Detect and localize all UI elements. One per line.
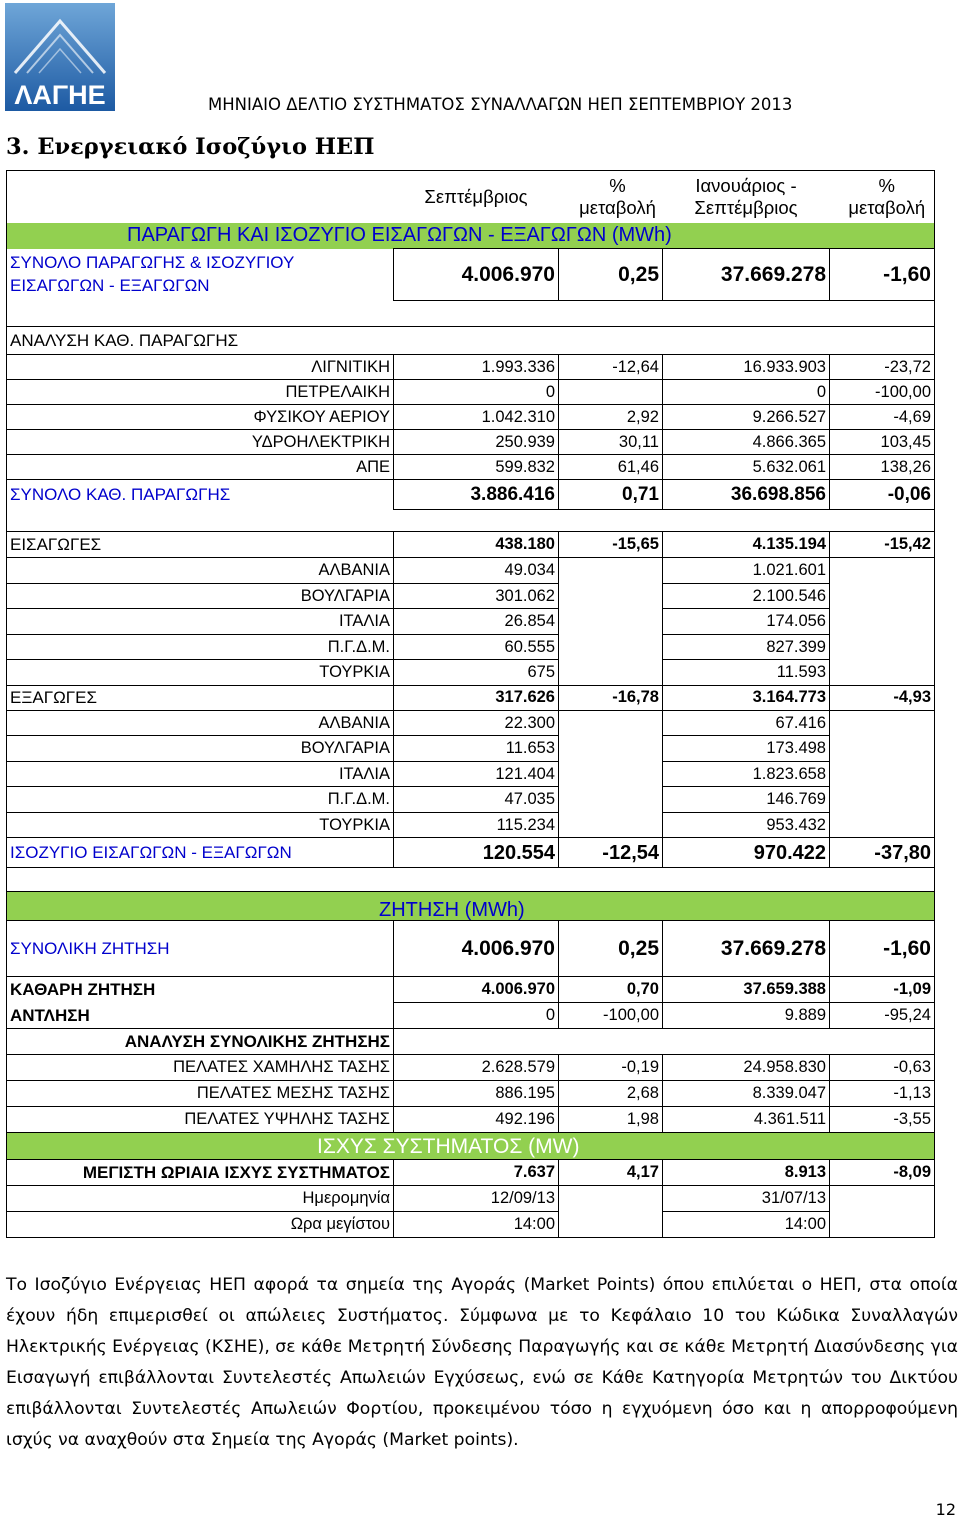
production-row-label: ΛΙΓΝΙΤΙΚΗ <box>7 355 394 380</box>
cell-value: 26.854 <box>394 609 559 635</box>
imports-label: ΕΙΣΑΓΩΓΕΣ <box>7 532 394 558</box>
cell-value: 14:00 <box>394 1212 559 1238</box>
cell-value: 30,11 <box>559 430 663 455</box>
cell-value: 0 <box>394 380 559 405</box>
exports-row <box>7 685 935 710</box>
cell-value: 37.669.278 <box>663 249 830 301</box>
band-power <box>7 1133 935 1160</box>
band-power-title: ΙΣΧΥΣ ΣΥΣΤΗΜΑΤΟΣ (MW) <box>7 1133 935 1160</box>
cell-value: -0,19 <box>559 1055 663 1081</box>
total-demand-row <box>7 921 935 977</box>
cell-value: 2,68 <box>559 1081 663 1107</box>
cell-value: -0,63 <box>830 1055 935 1081</box>
cell-value <box>830 710 935 736</box>
cell-value: 2.628.579 <box>394 1055 559 1081</box>
cell-value: 121.404 <box>394 761 559 787</box>
explanatory-paragraph: Το Ισοζύγιο Ενέργειας ΗΕΠ αφορά τα σημεία της Αγοράς (Market Points) όπου επιλύεται ο ΗΕΠ, στα οποία έχουν ήδη επιμερισθεί οι απώλειες Συστήματος. Σύμφωνα με το Κεφάλαιο 10 του Κώδικα Συναλλαγών Ηλεκτρικής Ενέργειας (ΚΣΗΕ), σε κάθε Μετρητή Σύνδεσης Παραγωγής και σε κάθε Μετρητή Διασύνδεσης για Εισαγωγή επιβάλλονται Συντελεστές Απωλειών Εγχύσεως, ενώ σε Κάθε Κατηγορία Μετρητών του Δικτύου επιβάλλονται Συντελεστές Απωλειών Φορτίου, προκειμένου τόσο η εγχυόμενη όσο και η απορροφούμενη ισχύς να αναχθούν στα Σημεία της Αγοράς (Market points). <box>6 1275 958 1450</box>
cell-value: 12/09/13 <box>394 1186 559 1212</box>
cell-value: 953.432 <box>663 812 830 838</box>
lagie-logo <box>5 3 115 111</box>
cell-value <box>830 812 935 838</box>
cell-value <box>830 736 935 762</box>
cell-value: 4,17 <box>559 1160 663 1186</box>
cell-value: -95,24 <box>830 1003 935 1029</box>
cell-value: -37,80 <box>830 838 935 868</box>
total-production-label-2: ΕΙΣΑΓΩΓΩΝ - ΕΞΑΓΩΓΩΝ <box>10 275 210 295</box>
import-row <box>7 634 935 660</box>
cell-value: 60.555 <box>394 634 559 660</box>
cell-value: 115.234 <box>394 812 559 838</box>
cell-value: 4.006.970 <box>394 249 559 301</box>
cell-value: 0 <box>663 380 830 405</box>
net-demand-label: ΚΑΘΑΡΗ ΖΗΤΗΣΗ <box>7 977 394 1003</box>
cell-value: 1.021.601 <box>663 558 830 584</box>
cell-value <box>559 812 663 838</box>
total-demand-label: ΣΥΝΟΛΙΚΗ ΖΗΤΗΣΗ <box>7 921 394 977</box>
cell-value: 886.195 <box>394 1081 559 1107</box>
cell-value: 11.593 <box>663 660 830 686</box>
production-row-label: ΥΔΡΟΗΛΕΚΤΡΙΚΗ <box>7 430 394 455</box>
cell-value: 120.554 <box>394 838 559 868</box>
cell-value: -100,00 <box>830 380 935 405</box>
cell-value: 492.196 <box>394 1107 559 1133</box>
net-demand-row <box>7 977 935 1003</box>
production-row <box>7 455 935 480</box>
cell-value: -4,93 <box>830 685 935 710</box>
band-demand-title: ΖΗΤΗΣΗ (MWh) <box>7 892 935 921</box>
demand-row-label: ΠΕΛΑΤΕΣ ΥΨΗΛΗΣ ΤΑΣΗΣ <box>7 1107 394 1133</box>
band-production-title: ΠΑΡΑΓΩΓΗ ΚΑΙ ΙΣΟΖΥΓΙΟ ΕΙΣΑΓΩΓΩΝ - ΕΞΑΓΩΓΩΝ (MWh) <box>7 223 935 249</box>
demand-row-label: ΠΕΛΑΤΕΣ ΜΕΣΗΣ ΤΑΣΗΣ <box>7 1081 394 1107</box>
cell-value: 4.006.970 <box>394 921 559 977</box>
cell-value: -15,65 <box>559 532 663 558</box>
cell-value: -1,13 <box>830 1081 935 1107</box>
cell-value <box>559 710 663 736</box>
spacer-row <box>7 868 935 892</box>
header-month: Σεπτέμβριος <box>394 171 559 223</box>
cell-value: 24.958.830 <box>663 1055 830 1081</box>
cell-value: 0,71 <box>559 480 663 510</box>
cell-value: 0 <box>394 1003 559 1029</box>
header-pct2: % μεταβολή <box>830 171 935 223</box>
spacer-row <box>7 301 935 327</box>
production-row <box>7 430 935 455</box>
peak-hour-row <box>7 1212 935 1238</box>
demand-rows <box>7 1055 935 1133</box>
header-row <box>7 171 935 223</box>
net-production-total-row <box>7 480 935 510</box>
cell-value: 14:00 <box>663 1212 830 1238</box>
demand-analysis-row <box>7 1029 935 1055</box>
energy-balance-table <box>6 170 935 1238</box>
cell-value: -1,60 <box>830 921 935 977</box>
cell-value <box>559 609 663 635</box>
production-row <box>7 405 935 430</box>
export-rows <box>7 710 935 838</box>
import-row <box>7 558 935 584</box>
cell-value: 37.659.388 <box>663 977 830 1003</box>
balance-label: ΙΣΟΖΥΓΙΟ ΕΙΣΑΓΩΓΩΝ - ΕΞΑΓΩΓΩΝ <box>7 838 394 868</box>
peak-hour-label: Ωρα μεγίστου <box>7 1212 394 1238</box>
export-row <box>7 710 935 736</box>
export-row <box>7 812 935 838</box>
cell-value <box>559 558 663 584</box>
cell-value: -15,42 <box>830 532 935 558</box>
export-row <box>7 736 935 762</box>
cell-value <box>559 380 663 405</box>
cell-value <box>559 583 663 609</box>
export-row-label: ΙΤΑΛΙΑ <box>7 761 394 787</box>
production-row <box>7 355 935 380</box>
cell-value: 146.769 <box>663 787 830 813</box>
cell-value: 1.993.336 <box>394 355 559 380</box>
demand-row <box>7 1055 935 1081</box>
cell-value: 49.034 <box>394 558 559 584</box>
cell-value: 138,26 <box>830 455 935 480</box>
cell-value <box>559 736 663 762</box>
cell-value: 11.653 <box>394 736 559 762</box>
import-row-label: ΑΛΒΑΝΙΑ <box>7 558 394 584</box>
import-row-label: Π.Γ.Δ.Μ. <box>7 634 394 660</box>
peak-date-row <box>7 1186 935 1212</box>
cell-value: 1.042.310 <box>394 405 559 430</box>
spacer-row <box>7 510 935 532</box>
cell-value: 67.416 <box>663 710 830 736</box>
cell-value: 103,45 <box>830 430 935 455</box>
cell-value: -100,00 <box>559 1003 663 1029</box>
cell-value: 317.626 <box>394 685 559 710</box>
export-row-label: ΑΛΒΑΝΙΑ <box>7 710 394 736</box>
cell-value: 174.056 <box>663 609 830 635</box>
cell-value: 0,70 <box>559 977 663 1003</box>
peak-row <box>7 1160 935 1186</box>
cell-value: -0,06 <box>830 480 935 510</box>
import-row <box>7 583 935 609</box>
peak-label: ΜΕΓΙΣΤΗ ΩΡΙΑΙΑ ΙΣΧΥΣ ΣΥΣΤΗΜΑΤΟΣ <box>7 1160 394 1186</box>
cell-value: 599.832 <box>394 455 559 480</box>
section-title: 3. Ενεργειακό Ισοζύγιο ΗΕΠ <box>6 134 375 160</box>
cell-value: 4.135.194 <box>663 532 830 558</box>
cell-value: 61,46 <box>559 455 663 480</box>
export-row-label: ΒΟΥΛΓΑΡΙΑ <box>7 736 394 762</box>
import-row <box>7 609 935 635</box>
cell-value: 1,98 <box>559 1107 663 1133</box>
cell-value: 7.637 <box>394 1160 559 1186</box>
header-ytd: Ιανουάριος - Σεπτέμβριος <box>663 171 830 223</box>
cell-value: 4.006.970 <box>394 977 559 1003</box>
cell-value: -3,55 <box>830 1107 935 1133</box>
pumping-label: ΑΝΤΛΗΣΗ <box>7 1003 394 1029</box>
cell-value <box>830 583 935 609</box>
cell-value: 970.422 <box>663 838 830 868</box>
import-row-label: ΤΟΥΡΚΙΑ <box>7 660 394 686</box>
demand-row <box>7 1107 935 1133</box>
cell-value: 675 <box>394 660 559 686</box>
production-row <box>7 380 935 405</box>
cell-value <box>830 609 935 635</box>
cell-value <box>559 634 663 660</box>
cell-value: -1,60 <box>830 249 935 301</box>
cell-value: 47.035 <box>394 787 559 813</box>
total-production-label-1: ΣΥΝΟΛΟ ΠΑΡΑΓΩΓΗΣ & ΙΣΟΖΥΓΙΟΥ <box>10 252 295 272</box>
cell-value: 827.399 <box>663 634 830 660</box>
cell-value: -4,69 <box>830 405 935 430</box>
cell-value: -23,72 <box>830 355 935 380</box>
cell-value: -1,09 <box>830 977 935 1003</box>
export-row-label: Π.Γ.Δ.Μ. <box>7 787 394 813</box>
cell-value <box>559 761 663 787</box>
cell-value <box>830 761 935 787</box>
cell-value: 173.498 <box>663 736 830 762</box>
imports-row <box>7 532 935 558</box>
cell-value: 8.339.047 <box>663 1081 830 1107</box>
cell-value: -12,64 <box>559 355 663 380</box>
cell-value: 3.886.416 <box>394 480 559 510</box>
import-row <box>7 660 935 686</box>
demand-row <box>7 1081 935 1107</box>
demand-row-label: ΠΕΛΑΤΕΣ ΧΑΜΗΛΗΣ ΤΑΣΗΣ <box>7 1055 394 1081</box>
production-rows <box>7 355 935 480</box>
cell-value: 36.698.856 <box>663 480 830 510</box>
cell-value: 4.866.365 <box>663 430 830 455</box>
cell-value: 438.180 <box>394 532 559 558</box>
cell-value: -16,78 <box>559 685 663 710</box>
cell-value: 301.062 <box>394 583 559 609</box>
band-demand <box>7 892 935 921</box>
export-row-label: ΤΟΥΡΚΙΑ <box>7 812 394 838</box>
cell-value: 37.669.278 <box>663 921 830 977</box>
cell-value <box>830 558 935 584</box>
import-rows <box>7 558 935 686</box>
cell-value: -8,09 <box>830 1160 935 1186</box>
export-row <box>7 761 935 787</box>
production-row-label: ΦΥΣΙΚΟΥ ΑΕΡΙΟΥ <box>7 405 394 430</box>
net-production-label: ΣΥΝΟΛΟ ΚΑΘ. ΠΑΡΑΓΩΓΗΣ <box>7 480 394 510</box>
balance-row <box>7 838 935 868</box>
cell-value: 0,25 <box>559 249 663 301</box>
cell-value: 5.632.061 <box>663 455 830 480</box>
production-row-label: ΑΠΕ <box>7 455 394 480</box>
cell-value <box>830 660 935 686</box>
cell-value: 250.939 <box>394 430 559 455</box>
peak-date-label: Ημερομηνία <box>7 1186 394 1212</box>
cell-value: 22.300 <box>394 710 559 736</box>
total-production-row <box>7 249 935 301</box>
pumping-row <box>7 1003 935 1029</box>
page-number: 12 <box>935 1500 956 1519</box>
document-header: ΜΗΝΙΑΙΟ ΔΕΛΤΙΟ ΣΥΣΤΗΜΑΤΟΣ ΣΥΝΑΛΛΑΓΩΝ ΗΕΠ ΣΕΠΤΕΜΒΡΙΟΥ 2013 <box>208 95 793 114</box>
production-row-label: ΠΕΤΡΕΛΑΙΚΗ <box>7 380 394 405</box>
cell-value: 16.933.903 <box>663 355 830 380</box>
cell-value: 4.361.511 <box>663 1107 830 1133</box>
cell-value <box>830 634 935 660</box>
cell-value: 2.100.546 <box>663 583 830 609</box>
cell-value <box>830 787 935 813</box>
cell-value <box>559 787 663 813</box>
import-row-label: ΒΟΥΛΓΑΡΙΑ <box>7 583 394 609</box>
prod-analysis-row <box>7 327 935 355</box>
export-row <box>7 787 935 813</box>
band-production <box>7 223 935 249</box>
cell-value: 31/07/13 <box>663 1186 830 1212</box>
cell-value: 2,92 <box>559 405 663 430</box>
cell-value: -12,54 <box>559 838 663 868</box>
demand-analysis-label: ΑΝΑΛΥΣΗ ΣΥΝΟΛΙΚΗΣ ΖΗΤΗΣΗΣ <box>7 1029 394 1055</box>
cell-value: 1.823.658 <box>663 761 830 787</box>
svg-text:ΛΑΓΗΕ: ΛΑΓΗΕ <box>14 80 106 110</box>
cell-value <box>559 660 663 686</box>
cell-value: 3.164.773 <box>663 685 830 710</box>
import-row-label: ΙΤΑΛΙΑ <box>7 609 394 635</box>
cell-value: 9.266.527 <box>663 405 830 430</box>
header-pct1: % μεταβολή <box>559 171 663 223</box>
cell-value: 8.913 <box>663 1160 830 1186</box>
prod-analysis-label: ΑΝΑΛΥΣΗ ΚΑΘ. ΠΑΡΑΓΩΓΗΣ <box>7 327 394 355</box>
exports-label: ΕΞΑΓΩΓΕΣ <box>7 685 394 710</box>
cell-value: 0,25 <box>559 921 663 977</box>
cell-value: 9.889 <box>663 1003 830 1029</box>
